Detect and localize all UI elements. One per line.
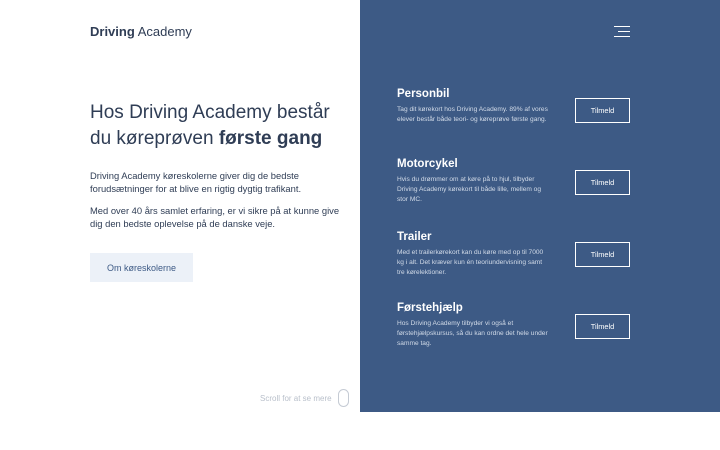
page-title	[90, 100, 352, 152]
scroll-hint-text: Scroll for at se mere	[260, 393, 332, 403]
service-description: Med et trailerkørekort kan du køre med op til 7000 kg i alt. Det kræver kun én teoriundervisning samt tre kørelektioner.	[397, 249, 544, 276]
signup-button-trailer[interactable]: Tilmeld	[575, 242, 630, 267]
headline-text: Hos Driving Academy består du køreprøven	[90, 102, 330, 149]
experience-paragraph: Med over 40 års samlet erfaring, er vi sikre på at kunne give dig den bedste oplevelse på de danske veje.	[90, 205, 340, 229]
menu-line-icon	[614, 26, 630, 27]
about-schools-button[interactable]: Om køreskolerne	[90, 253, 193, 282]
service-title: Trailer	[397, 231, 432, 243]
service-description: Tag dit kørekort hos Driving Academy. 89% af vores elever består både teori- og køreprøve første gang.	[397, 106, 548, 123]
logo[interactable]	[90, 24, 192, 39]
menu-line-icon	[618, 31, 630, 32]
service-title: Motorcykel	[397, 158, 458, 170]
service-title: Førstehjælp	[397, 302, 463, 314]
service-description: Hos Driving Academy tilbyder vi også et førstehjælpskursus, så du kan ordne det hele under samme tag.	[397, 320, 548, 347]
scroll-hint[interactable]	[260, 389, 349, 407]
intro-paragraph: Driving Academy køreskolerne giver dig de bedste forudsætninger for at blive en rigtig dygtig trafikant.	[90, 170, 302, 194]
signup-button-forstehjaelp[interactable]: Tilmeld	[575, 314, 630, 339]
services-panel	[360, 0, 720, 412]
mouse-scroll-icon	[338, 389, 349, 407]
logo-text: Academy	[137, 24, 192, 39]
headline-emphasis: første gang	[218, 128, 323, 149]
service-description: Hvis du drømmer om at køre på to hjul, tilbyder Driving Academy kørekort til både lille, mellem og stor MC.	[397, 176, 542, 203]
logo-bold-text: Driving	[90, 24, 135, 39]
menu-line-icon	[614, 36, 630, 37]
hamburger-menu-icon[interactable]	[614, 25, 630, 38]
signup-button-motorcykel[interactable]: Tilmeld	[575, 170, 630, 195]
signup-button-personbil[interactable]: Tilmeld	[575, 98, 630, 123]
service-title: Personbil	[397, 88, 450, 100]
